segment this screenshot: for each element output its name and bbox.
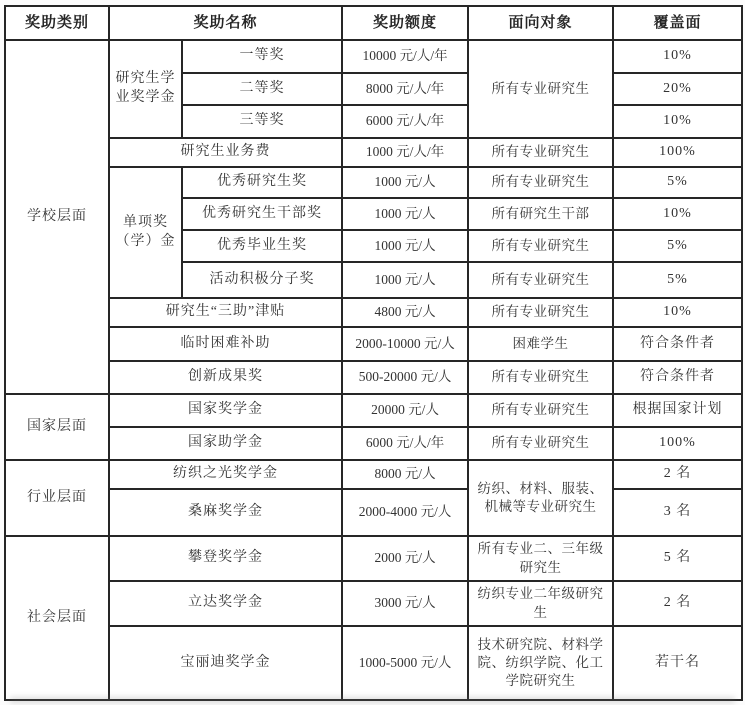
cell-target: 所有专业研究生 — [468, 167, 613, 198]
cell-target: 所有专业研究生 — [468, 138, 613, 167]
cell-award-name: 纺织之光奖学金 — [109, 460, 342, 489]
cell-coverage: 5 名 — [613, 536, 742, 581]
cell-coverage: 根据国家计划 — [613, 394, 742, 427]
header-amount: 奖助额度 — [342, 6, 468, 40]
cell-coverage: 2 名 — [613, 460, 742, 489]
header-target: 面向对象 — [468, 6, 613, 40]
cell-amount: 2000 元/人 — [342, 536, 468, 581]
cell-coverage: 10% — [613, 198, 742, 230]
cell-category: 学校层面 — [5, 40, 109, 394]
cell-amount: 20000 元/人 — [342, 394, 468, 427]
cell-award-name: 宝丽迪奖学金 — [109, 626, 342, 700]
cell-award-name: 优秀毕业生奖 — [182, 230, 342, 262]
cell-coverage: 20% — [613, 73, 742, 105]
cell-amount: 1000 元/人 — [342, 167, 468, 198]
cell-amount: 1000 元/人 — [342, 230, 468, 262]
cell-amount: 3000 元/人 — [342, 581, 468, 626]
cell-amount: 1000 元/人/年 — [342, 138, 468, 167]
cell-award-name: 创新成果奖 — [109, 361, 342, 394]
cell-target: 所有专业研究生 — [468, 230, 613, 262]
cell-target: 纺织专业二年级研究生 — [468, 581, 613, 626]
cell-amount: 8000 元/人/年 — [342, 73, 468, 105]
cell-award-name: 二等奖 — [182, 73, 342, 105]
scholarship-table — [4, 5, 743, 701]
table-header-row — [5, 6, 742, 40]
cell-award-name: 国家助学金 — [109, 427, 342, 460]
table-row — [5, 460, 742, 489]
cell-coverage: 10% — [613, 105, 742, 138]
cell-coverage: 10% — [613, 298, 742, 327]
cell-amount: 6000 元/人/年 — [342, 105, 468, 138]
table-row — [5, 489, 742, 536]
table-row — [5, 361, 742, 394]
cell-coverage: 100% — [613, 138, 742, 167]
cell-coverage: 5% — [613, 167, 742, 198]
cell-target: 所有专业研究生 — [468, 361, 613, 394]
cell-target: 所有专业研究生 — [468, 262, 613, 298]
cell-award-name: 研究生业务费 — [109, 138, 342, 167]
cell-award-name: 攀登奖学金 — [109, 536, 342, 581]
cell-category: 社会层面 — [5, 536, 109, 700]
cell-coverage: 100% — [613, 427, 742, 460]
cell-amount: 1000 元/人 — [342, 262, 468, 298]
table-row — [5, 427, 742, 460]
cell-amount: 2000-10000 元/人 — [342, 327, 468, 361]
cell-target: 所有专业研究生 — [468, 394, 613, 427]
cell-amount: 4800 元/人 — [342, 298, 468, 327]
cell-target: 所有专业研究生 — [468, 40, 613, 138]
cell-target: 技术研究院、材料学院、纺织学院、化工学院研究生 — [468, 626, 613, 700]
cell-target: 所有专业二、三年级研究生 — [468, 536, 613, 581]
table-row — [5, 394, 742, 427]
cell-award-name: 一等奖 — [182, 40, 342, 73]
cell-award-name: 临时困难补助 — [109, 327, 342, 361]
cell-amount: 10000 元/人/年 — [342, 40, 468, 73]
table-row — [5, 581, 742, 626]
cell-award-name: 三等奖 — [182, 105, 342, 138]
cell-award-name: 国家奖学金 — [109, 394, 342, 427]
cell-target: 所有研究生干部 — [468, 198, 613, 230]
cell-target: 所有专业研究生 — [468, 427, 613, 460]
cell-coverage: 符合条件者 — [613, 327, 742, 361]
cell-award-name: 研究生“三助”津贴 — [109, 298, 342, 327]
cell-group: 研究生学业奖学金 — [109, 40, 182, 138]
cell-coverage: 若干名 — [613, 626, 742, 700]
cell-coverage: 2 名 — [613, 581, 742, 626]
cell-category: 行业层面 — [5, 460, 109, 536]
header-name: 奖助名称 — [109, 6, 342, 40]
cell-category: 国家层面 — [5, 394, 109, 460]
table-row — [5, 298, 742, 327]
table-row — [5, 40, 742, 73]
table-row — [5, 167, 742, 198]
cell-award-name: 桑麻奖学金 — [109, 489, 342, 536]
table-row — [5, 626, 742, 700]
cell-amount: 500-20000 元/人 — [342, 361, 468, 394]
cell-target: 纺织、材料、服装、机械等专业研究生 — [468, 460, 613, 536]
cell-amount: 6000 元/人/年 — [342, 427, 468, 460]
cell-coverage: 3 名 — [613, 489, 742, 536]
cell-award-name: 活动积极分子奖 — [182, 262, 342, 298]
cell-amount: 1000 元/人 — [342, 198, 468, 230]
cell-coverage: 5% — [613, 262, 742, 298]
cell-amount: 8000 元/人 — [342, 460, 468, 489]
cell-target: 所有专业研究生 — [468, 298, 613, 327]
header-category: 奖助类别 — [5, 6, 109, 40]
table-row — [5, 138, 742, 167]
table-row — [5, 536, 742, 581]
cell-target: 困难学生 — [468, 327, 613, 361]
cell-award-name: 立达奖学金 — [109, 581, 342, 626]
header-coverage: 覆盖面 — [613, 6, 742, 40]
cell-award-name: 优秀研究生干部奖 — [182, 198, 342, 230]
cell-amount: 1000-5000 元/人 — [342, 626, 468, 700]
cell-group: 单项奖（学）金 — [109, 167, 182, 298]
cell-amount: 2000-4000 元/人 — [342, 489, 468, 536]
cell-coverage: 符合条件者 — [613, 361, 742, 394]
cell-coverage: 10% — [613, 40, 742, 73]
cell-coverage: 5% — [613, 230, 742, 262]
table-row — [5, 327, 742, 361]
cell-award-name: 优秀研究生奖 — [182, 167, 342, 198]
